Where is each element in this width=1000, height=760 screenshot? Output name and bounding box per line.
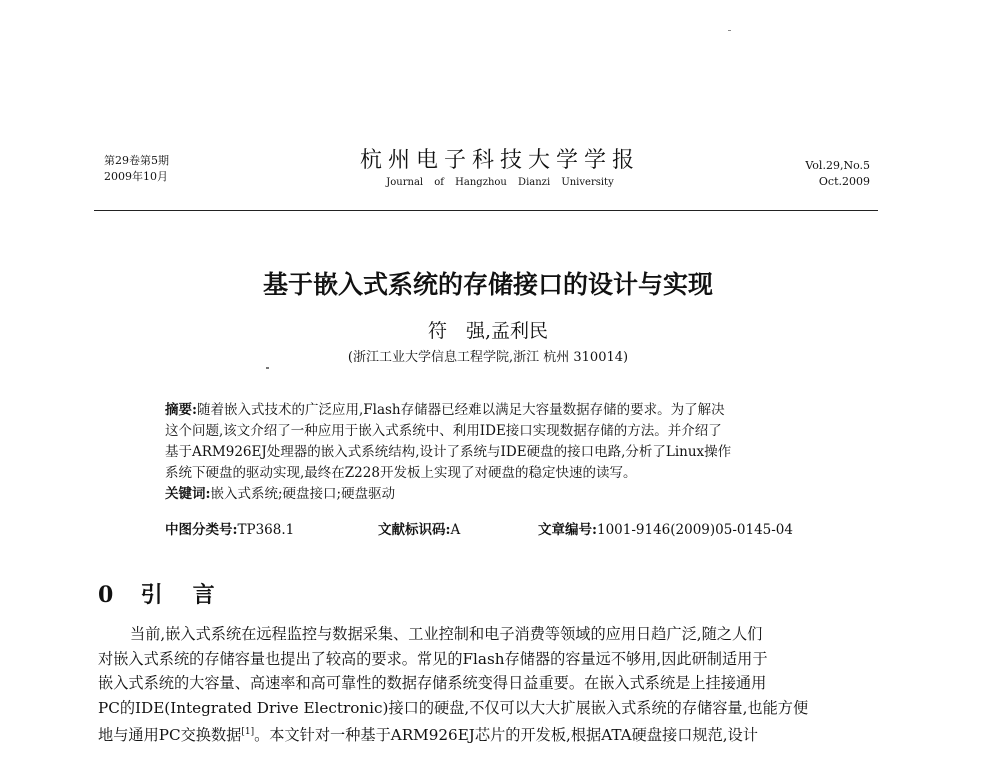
clc-value: TP368.1 bbox=[237, 522, 295, 538]
body-line: 当前,嵌入式系统在远程监控与数据采集、工业控制和电子消费等领域的应用日趋广泛,随之人们 bbox=[130, 625, 763, 643]
journal-title-en: Journal of Hangzhou Dianzi University bbox=[386, 177, 614, 188]
section-title: 引 言 bbox=[140, 582, 219, 608]
article-affiliation: (浙江工业大学信息工程学院,浙江 杭州 310014) bbox=[347, 350, 629, 365]
article-number bbox=[538, 520, 793, 540]
keywords-label: 关键词: bbox=[165, 486, 211, 502]
scan-speck bbox=[728, 30, 731, 31]
date-cn: 2009年10月 bbox=[104, 170, 168, 183]
volume-issue-en: Vol.29,No.5 bbox=[805, 159, 870, 172]
clc-number bbox=[165, 520, 294, 540]
abstract-block bbox=[165, 400, 815, 505]
volume-issue-cn: 第29卷第5期 bbox=[104, 154, 169, 167]
body-line: PC的IDE(Integrated Drive Electronic)接口的硬盘,不仅可以大大扩展嵌入式系统的存储容量,也能方便 bbox=[98, 698, 809, 717]
abstract-text: 随着嵌入式技术的广泛应用,Flash存储器已经难以满足大容量数据存储的要求。为了解决 bbox=[196, 402, 725, 418]
document-code bbox=[378, 520, 460, 540]
masthead-center bbox=[250, 146, 750, 190]
body-text: 地与通用PC交换数据 bbox=[98, 726, 242, 745]
body-line: 嵌入式系统的大容量、高速率和高可靠性的数据存储系统变得日益重要。在嵌入式系统是上挂接通用 bbox=[98, 674, 767, 692]
section-number: 0 bbox=[98, 582, 118, 608]
article-no-value: 1001-9146(2009)05-0145-04 bbox=[596, 522, 793, 538]
clc-label: 中图分类号: bbox=[165, 522, 238, 538]
journal-title-cn: 杭州电子科技大学学报 bbox=[359, 148, 640, 173]
masthead-right bbox=[805, 158, 870, 190]
body-text: 。本文针对一种基于ARM926EJ芯片的开发板,根据ATA硬盘接口规范,设计 bbox=[254, 726, 758, 745]
abstract-line: 这个问题,该文介绍了一种应用于嵌入式系统中、利用IDE接口实现数据存储的方法。并介绍了 bbox=[165, 423, 722, 439]
keywords-text: 嵌入式系统;硬盘接口;硬盘驱动 bbox=[210, 486, 396, 502]
body-paragraph bbox=[98, 622, 888, 748]
abstract-label: 摘要: bbox=[165, 402, 197, 418]
body-line bbox=[98, 720, 888, 748]
header-rule bbox=[94, 210, 878, 211]
article-title: 基于嵌入式系统的存储接口的设计与实现 bbox=[262, 270, 713, 299]
article-no-label: 文章编号: bbox=[538, 522, 597, 538]
body-line: 对嵌入式系统的存储容量也提出了较高的要求。常见的Flash存储器的容量远不够用,因此研制适用于 bbox=[98, 649, 768, 668]
doc-code-label: 文献标识码: bbox=[378, 522, 451, 538]
abstract-line bbox=[165, 400, 815, 421]
keywords-line bbox=[165, 484, 815, 505]
doc-code-value: A bbox=[450, 522, 461, 538]
abstract-line: 基于ARM926EJ处理器的嵌入式系统结构,设计了系统与IDE硬盘的接口电路,分析了Linux操作 bbox=[165, 444, 732, 460]
section-heading bbox=[98, 580, 219, 610]
masthead-left bbox=[104, 153, 169, 185]
citation: [1] bbox=[241, 727, 255, 737]
date-en: Oct.2009 bbox=[818, 175, 870, 188]
abstract-line: 系统下硬盘的驱动实现,最终在Z228开发板上实现了对硬盘的稳定快速的读写。 bbox=[165, 465, 637, 481]
article-authors: 符 强,孟利民 bbox=[427, 320, 549, 342]
